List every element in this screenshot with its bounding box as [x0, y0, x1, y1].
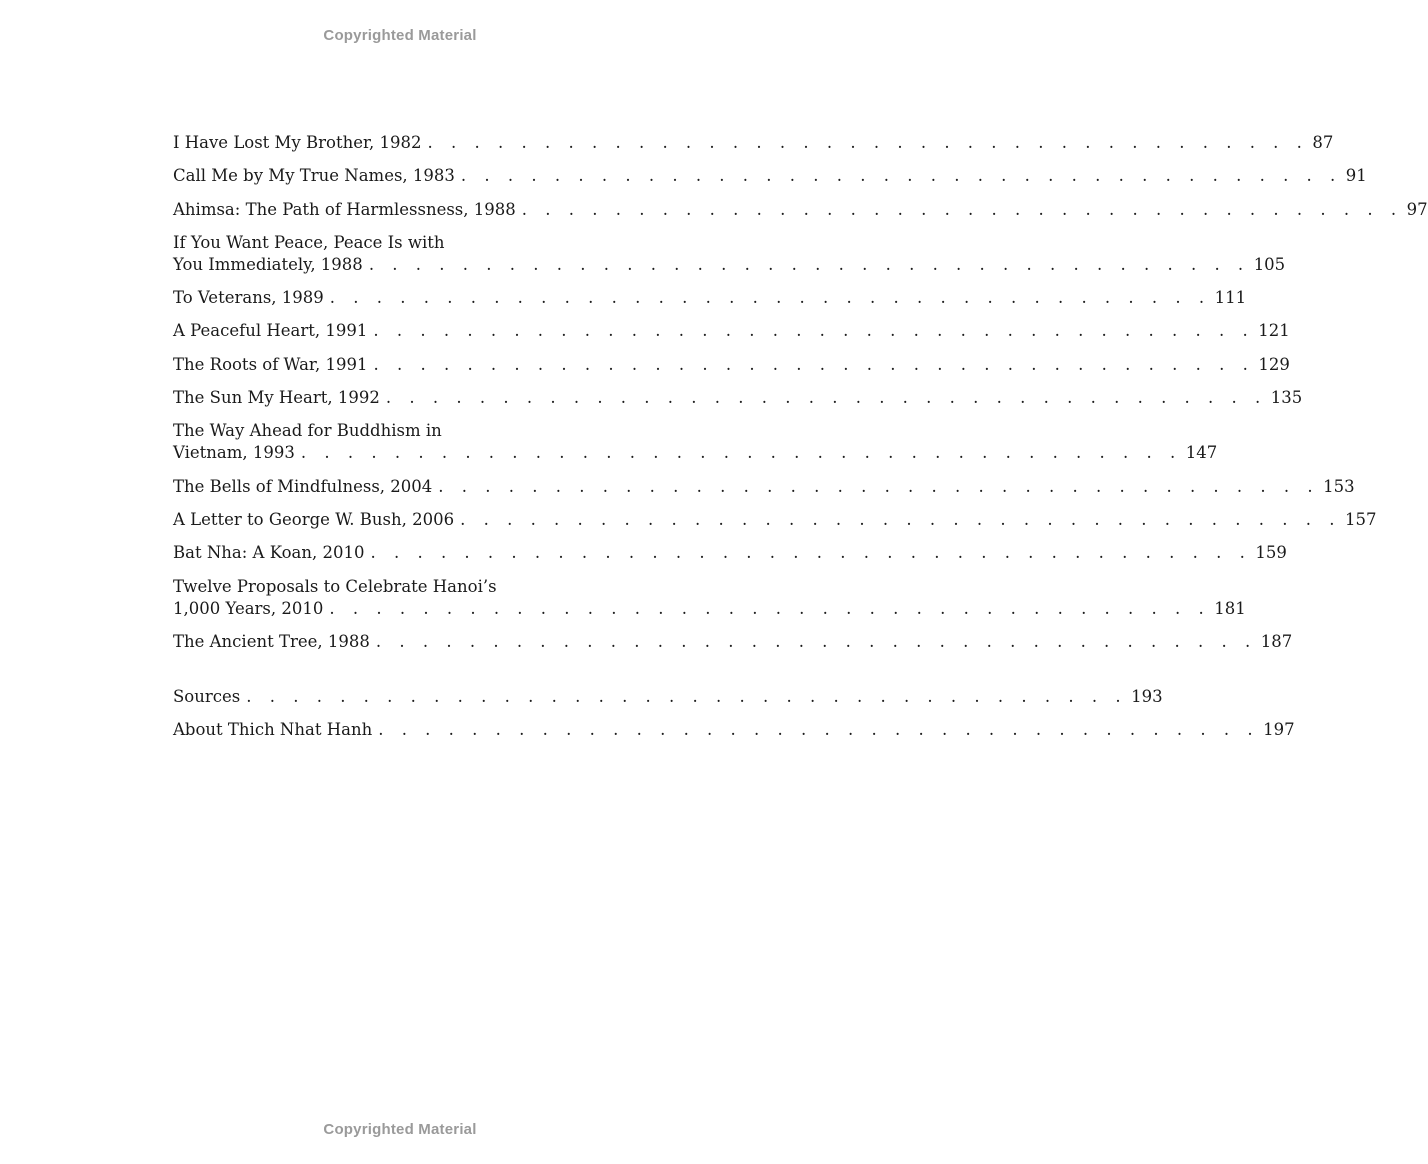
- toc-entry-page-number: 87: [1312, 133, 1334, 152]
- toc-entry-page-number: 121: [1258, 321, 1290, 341]
- toc-entry-page-number: 157: [1344, 509, 1377, 529]
- toc-entry[interactable]: [173, 354, 1290, 376]
- toc-entry[interactable]: [173, 509, 1377, 531]
- toc-entry-title: I Have Lost My Brother, 1982: [173, 133, 422, 152]
- toc-entry-title: 1,000 Years, 2010: [173, 598, 324, 618]
- toc-back-matter-entries: [173, 686, 1295, 741]
- copyright-watermark-bottom: Copyrighted Material: [323, 1121, 477, 1138]
- toc-dot-leader: . . . . . . . . . . . . . . . . . . . . . . . . . . . . . . . . . . . . . .: [385, 388, 1267, 408]
- toc-main-entries: [173, 132, 1428, 653]
- table-of-contents: [173, 132, 1428, 753]
- toc-dot-leader: . . . . . . . . . . . . . . . . . . . . . . . . . . . . . . . . . . . . . .: [329, 288, 1211, 308]
- toc-dot-leader: . . . . . . . . . . . . . . . . . . . . . . . . . . . . . . . . . . . . . .: [521, 199, 1403, 219]
- toc-entry-page-number: 187: [1260, 631, 1293, 651]
- toc-dot-leader: . . . . . . . . . . . . . . . . . . . . . . . . . . . . . . . . . . . . . .: [373, 321, 1255, 341]
- toc-entry-title: The Ancient Tree, 1988: [173, 631, 370, 651]
- toc-entry-title: Bat Nha: A Koan, 2010: [173, 543, 365, 563]
- toc-entry[interactable]: [173, 199, 1428, 221]
- toc-entry-page-number: 111: [1214, 288, 1247, 308]
- toc-entry-title: Vietnam, 1993: [173, 443, 295, 463]
- toc-entry-title: To Veterans, 1989: [173, 288, 324, 308]
- toc-dot-leader: . . . . . . . . . . . . . . . . . . . . . . . . . . . . . . . . . . . . . .: [438, 476, 1320, 496]
- toc-entry-title: Twelve Proposals to Celebrate Hanoi’s: [173, 576, 497, 596]
- toc-dot-leader: . . . . . . . . . . . . . . . . . . . . . . . . . . . . . . . . . . . . . .: [329, 598, 1211, 618]
- toc-entry-title: Sources: [173, 687, 241, 707]
- toc-entry[interactable]: [173, 420, 1218, 464]
- toc-entry-page-number: 105: [1253, 254, 1286, 274]
- toc-entry-page-number: 129: [1258, 354, 1290, 374]
- toc-entry-title: A Letter to George W. Bush, 2006: [173, 509, 455, 529]
- toc-dot-leader: . . . . . . . . . . . . . . . . . . . . . . . . . . . . . . . . . . . . . .: [427, 133, 1309, 152]
- toc-dot-leader: . . . . . . . . . . . . . . . . . . . . . . . . . . . . . . . . . . . . . .: [300, 443, 1182, 463]
- toc-dot-leader: . . . . . . . . . . . . . . . . . . . . . . . . . . . . . . . . . . . . . .: [460, 166, 1342, 186]
- toc-entry-page-number: 147: [1185, 443, 1218, 463]
- toc-entry-title: The Bells of Mindfulness, 2004: [173, 476, 433, 496]
- toc-entry-page-number: 153: [1323, 476, 1355, 496]
- toc-entry[interactable]: [173, 232, 1286, 276]
- toc-dot-leader: . . . . . . . . . . . . . . . . . . . . . . . . . . . . . . . . . . . . . .: [375, 631, 1257, 651]
- toc-entry-page-number: 91: [1345, 166, 1367, 186]
- copyright-watermark-top: Copyrighted Material: [323, 27, 477, 44]
- toc-entry-page-number: 159: [1255, 543, 1287, 563]
- toc-dot-leader: . . . . . . . . . . . . . . . . . . . . . . . . . . . . . . . . . . . . . .: [378, 720, 1260, 740]
- toc-entry[interactable]: [173, 387, 1303, 409]
- toc-entry-title: About Thich Nhat Hanh: [173, 720, 373, 740]
- toc-entry-title: If You Want Peace, Peace Is with: [173, 232, 445, 252]
- toc-dot-leader: . . . . . . . . . . . . . . . . . . . . . . . . . . . . . . . . . . . . . .: [370, 543, 1252, 563]
- toc-entry[interactable]: [173, 542, 1287, 564]
- toc-section-spacer: [173, 664, 597, 686]
- toc-entry-title: Ahimsa: The Path of Harmlessness, 1988: [173, 199, 516, 219]
- toc-entry-page-number: 181: [1214, 598, 1246, 618]
- toc-entry-page-number: 97: [1406, 199, 1428, 219]
- toc-entry[interactable]: [173, 165, 1367, 187]
- toc-dot-leader: . . . . . . . . . . . . . . . . . . . . . . . . . . . . . . . . . . . . . .: [460, 509, 1341, 529]
- toc-entry-page-number: 193: [1131, 687, 1163, 707]
- toc-entry-title: A Peaceful Heart, 1991: [173, 321, 368, 341]
- toc-entry-page-number: 197: [1263, 720, 1295, 740]
- toc-entry-title: You Immediately, 1988: [173, 254, 363, 274]
- toc-entry[interactable]: [173, 132, 1334, 154]
- toc-entry[interactable]: [173, 476, 1355, 498]
- toc-entry[interactable]: [173, 576, 1246, 620]
- toc-entry[interactable]: [173, 719, 1295, 741]
- toc-entry-title: Call Me by My True Names, 1983: [173, 166, 455, 186]
- toc-dot-leader: . . . . . . . . . . . . . . . . . . . . . . . . . . . . . . . . . . . . . .: [246, 687, 1128, 707]
- toc-entry[interactable]: [173, 686, 1163, 708]
- toc-entry[interactable]: [173, 287, 1247, 309]
- toc-entry-page-number: 135: [1270, 388, 1303, 408]
- toc-entry-title: The Way Ahead for Buddhism in: [173, 421, 442, 441]
- toc-dot-leader: . . . . . . . . . . . . . . . . . . . . . . . . . . . . . . . . . . . . . .: [373, 354, 1255, 374]
- toc-entry[interactable]: [173, 320, 1290, 342]
- toc-dot-leader: . . . . . . . . . . . . . . . . . . . . . . . . . . . . . . . . . . . . . .: [368, 254, 1250, 274]
- toc-entry[interactable]: [173, 631, 1293, 653]
- toc-entry-title: The Sun My Heart, 1992: [173, 388, 380, 408]
- toc-entry-title: The Roots of War, 1991: [173, 354, 368, 374]
